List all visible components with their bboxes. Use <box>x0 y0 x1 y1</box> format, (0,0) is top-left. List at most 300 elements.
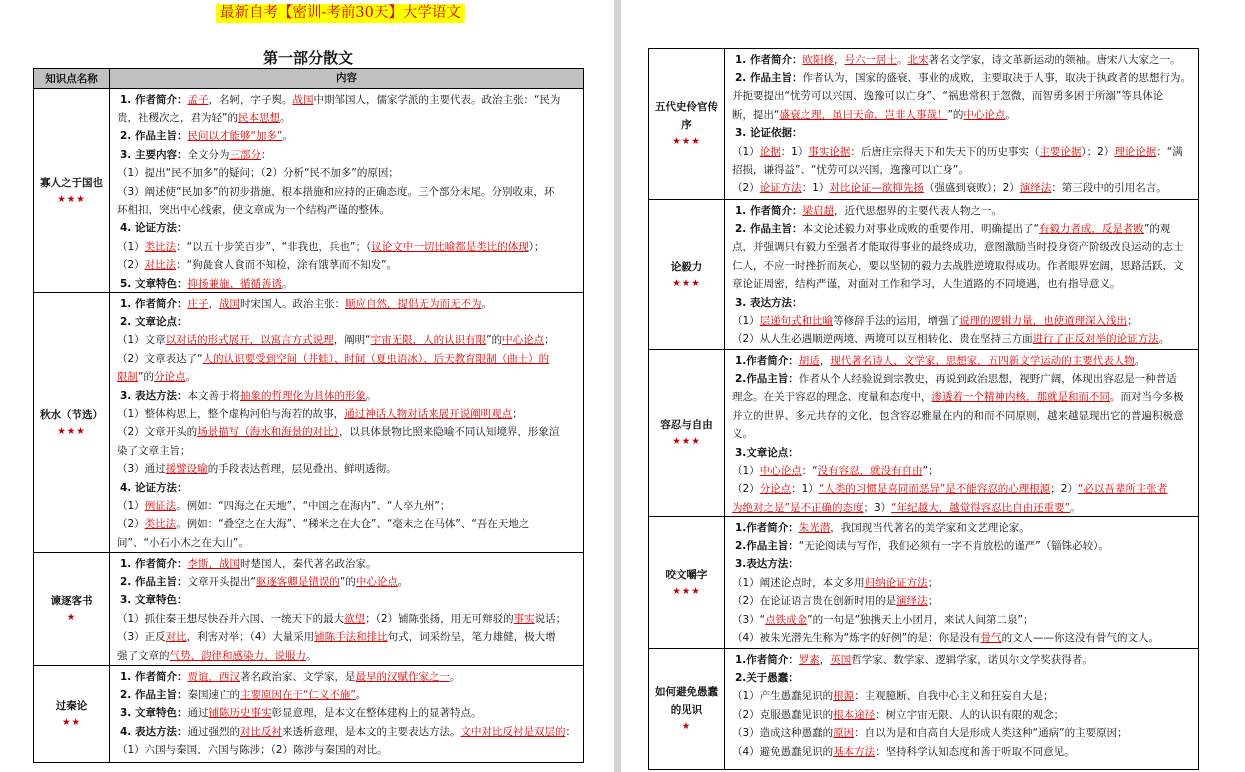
text-segment: ； <box>927 595 939 608</box>
text-segment: 来透析意理，是本文的主要表达方法。 <box>281 725 461 738</box>
knowledge-table-left <box>33 68 584 763</box>
key-term: 朱光潜 <box>798 521 831 534</box>
key-term: 战国 <box>292 93 314 106</box>
topic-name: 谏逐客书 <box>50 595 93 607</box>
text-segment: ：第三段中的引用名言。 <box>1051 182 1167 195</box>
topic-cell <box>34 293 110 552</box>
text-segment: ”的 <box>138 371 154 384</box>
topic-content <box>725 49 1198 199</box>
content-line <box>732 743 1198 761</box>
item-label: 1. 作者简介： <box>735 53 803 66</box>
key-term: 抽象的哲理化为具体的形象 <box>239 389 366 402</box>
item-label: 2. 作品主旨： <box>120 130 188 143</box>
knowledge-row <box>649 349 1198 516</box>
right-page <box>621 0 1245 772</box>
key-term: “年纪越大，越觉得容忍比自由还重要” <box>891 501 1071 514</box>
key-term: 演绎法 <box>896 595 928 608</box>
topic-cell <box>34 666 110 762</box>
text-segment: 并扼要提出“忧劳可以兴国、逸豫可以亡身”、“祸患常积于忽微，而智勇多困于所溺”等具体论 <box>732 90 1164 103</box>
key-term: 场景描写（海水和海景的对比） <box>197 426 339 439</box>
item-label: 1. 作者简介： <box>120 557 188 570</box>
content-line <box>732 629 1198 647</box>
text-segment: 。 <box>281 277 293 290</box>
content-line <box>732 257 1198 275</box>
content-line <box>732 370 1198 388</box>
key-term: 论据 <box>759 145 781 158</box>
text-segment: （2）文章表达了“ <box>117 352 203 365</box>
text-segment: 的文人——你这没有骨气的文人。 <box>1001 631 1160 644</box>
text-segment: ：坚持科学认知态度和善于听取不同意见。 <box>875 745 1075 758</box>
key-term: 文中对比反衬是双层的 <box>460 725 566 738</box>
text-segment: 并立的世界、多元共存的文化，包含容忍雅量在内的和而不同原则，越来越显现出它的普遍积极意 <box>732 409 1184 422</box>
key-term: 贾谊，西汉 <box>187 670 240 683</box>
text-segment: ：1） <box>791 483 819 496</box>
key-term: 分论点 <box>153 371 186 384</box>
content-line <box>732 275 1198 293</box>
text-segment: 招损，谦得益”、“忧劳可以兴国，逸豫可以亡身”。 <box>732 163 969 176</box>
content-line <box>732 202 1198 220</box>
header-topic-name: 知识点名称 <box>34 69 110 88</box>
topic-name: 寡人之于国也 <box>40 176 103 189</box>
topic-cell <box>649 649 725 769</box>
content-line <box>117 295 583 313</box>
topic-name: 咬文嚼字 <box>665 568 708 581</box>
item-label: 2.作品主旨： <box>735 539 799 552</box>
content-line <box>732 724 1198 742</box>
topic-content <box>110 553 583 665</box>
topic-cell <box>649 49 725 199</box>
content-line <box>117 350 583 368</box>
item-label: 3. 文章特色： <box>120 707 188 720</box>
key-term: 英国 <box>830 653 852 666</box>
text-segment: 。 <box>1158 333 1170 346</box>
topic-name: 论毅力 <box>670 260 703 273</box>
content-line <box>117 183 583 201</box>
content-line <box>117 405 583 423</box>
topic-name: 如何避免愚蠢的见识 <box>655 686 718 716</box>
item-label: 1.作者简介： <box>735 354 799 367</box>
item-label: 1. 作者简介： <box>120 297 188 310</box>
key-term: 人的认识要受到空间（井蛙）、时间（夏虫语冰）、后天教育限制（曲士）的 <box>202 352 550 365</box>
text-segment: （1） <box>732 464 760 477</box>
text-segment: 。 <box>306 649 317 662</box>
text-segment: （2）文章开头的 <box>117 426 198 439</box>
text-segment: （1）整体构思上，整个虚构河伯与海若的故事， <box>117 407 345 420</box>
content-line <box>732 106 1198 124</box>
text-segment: ： <box>260 148 272 161</box>
topic-content <box>725 200 1198 349</box>
key-term: 欧阳修 <box>802 53 834 66</box>
content-line <box>732 574 1198 592</box>
text-segment: “无论阅读与写作，我们必须有一字不肯放松的谨严”（锱铢必较）。 <box>798 539 1109 552</box>
item-label: 5. 文章特色： <box>120 277 188 290</box>
content-line <box>117 686 583 704</box>
content-line <box>117 127 583 145</box>
key-term: 罗素 <box>798 653 820 666</box>
text-segment: 文章开头提出“ <box>187 575 256 588</box>
text-segment: ：“ <box>801 464 818 477</box>
text-segment: 通过 <box>187 707 209 720</box>
key-term: 主要论据 <box>1039 145 1082 158</box>
key-term: 点铁成金 <box>765 613 808 626</box>
content-line <box>732 706 1198 724</box>
key-term: 主要原因在于“仁义不施” <box>239 688 356 701</box>
key-term: 对比论证—欲抑先扬 <box>829 182 924 195</box>
text-segment: ， <box>208 297 219 310</box>
content-line <box>732 330 1198 348</box>
text-segment: 作者认为，国家的盛衰、事业的成败，主要取决于人事，取决于执政者的思想行为。 <box>802 71 1191 84</box>
text-segment: ， <box>819 653 831 666</box>
text-segment: 彰显意理，是本文在整体建构上的显著特点。 <box>271 707 482 720</box>
document-title: 最新自考【密训-考前30天】大学语文 <box>216 4 465 23</box>
text-segment: ； <box>1127 314 1138 327</box>
table-header-row <box>34 69 583 88</box>
text-segment: （1）抓住秦王想尽快吞并六国、一统天下的最大 <box>117 612 345 625</box>
item-label: 3. 主要内容： <box>120 148 188 161</box>
key-term: 对比 <box>165 631 187 644</box>
text-segment: ， <box>819 354 831 367</box>
knowledge-row <box>34 292 583 552</box>
text-segment: ：主观臆断、自我中心主义和狂妄自大是； <box>854 690 1054 703</box>
key-term: 事实论据 <box>808 145 851 158</box>
key-term: 现代著名诗人、文学家、思想家，五四新文学运动的主要代表人物 <box>830 354 1135 367</box>
content-line <box>732 143 1198 161</box>
item-label: 2. 作品主旨： <box>120 575 188 588</box>
text-segment: 仁人，不应一时挫折而灰心，要以坚韧的毅力去战胜逆境取得成功。作者眼界宏阔，思路活跃，文 <box>732 259 1184 272</box>
key-term: 顺应自然，提倡无为而无不为 <box>344 297 482 310</box>
content-line <box>732 179 1198 197</box>
text-segment: 。而对当今多极 <box>1110 391 1184 404</box>
topic-content <box>110 666 583 762</box>
topic-cell <box>649 517 725 648</box>
content-line <box>732 312 1198 330</box>
key-term: 中心论点 <box>963 108 1006 121</box>
text-segment: ， <box>833 53 845 66</box>
content-line <box>117 164 583 182</box>
content-line <box>117 146 583 164</box>
content-line <box>732 444 1198 462</box>
text-segment: （1） <box>732 145 760 158</box>
content-line <box>732 388 1198 406</box>
key-term: 民本思想 <box>237 111 280 124</box>
content-line <box>117 460 583 478</box>
text-segment: ”的 <box>947 108 964 121</box>
key-term: 归纳论证方法 <box>864 576 928 589</box>
item-label: 1.作者简介： <box>735 653 799 666</box>
text-segment: 本文善于将 <box>187 389 240 402</box>
importance-stars: ★★★ <box>672 436 701 447</box>
content-line <box>732 555 1198 573</box>
key-term: “人类的习惯是喜同而恶异”是不能容忍的心理根源 <box>818 483 1051 496</box>
content-line <box>117 515 583 533</box>
content-line <box>117 238 583 256</box>
text-segment: ；3） <box>863 501 892 514</box>
topic-content <box>725 350 1198 516</box>
text-segment: 。 <box>896 53 908 66</box>
key-term: “必以吾辈所主张者 <box>1077 483 1168 496</box>
content-line <box>732 87 1198 105</box>
topic-content <box>110 89 583 292</box>
text-segment: 的手段表达哲理，层见叠出、鲜明透彻。 <box>207 463 397 476</box>
content-line <box>732 537 1198 555</box>
item-label: 2.关于愚蠢： <box>735 671 799 684</box>
content-line <box>117 534 583 552</box>
key-term: 为绝对之是”是不正确的态度 <box>732 501 864 514</box>
key-term: 庄子 <box>187 297 209 310</box>
key-term: 宇宙无限，人的认识有限 <box>370 334 487 347</box>
content-line <box>117 647 583 665</box>
text-segment: ：后唐庄宗得天下和失天下的历史事实（ <box>850 145 1040 158</box>
content-line <box>117 201 583 219</box>
text-segment: ）； <box>528 240 545 253</box>
text-segment: 。 <box>1134 354 1146 367</box>
item-label: 2. 作品主旨： <box>735 71 803 84</box>
text-segment: 贵，社稷次之，君为轻”的 <box>117 111 238 124</box>
key-term: 援譬设喻 <box>165 463 208 476</box>
content-line <box>117 91 583 109</box>
text-segment: （1） <box>117 240 145 253</box>
text-segment: ，利害对举；（4）大量采用 <box>186 631 315 644</box>
key-term: 进行了正反对举的论证方法 <box>1032 333 1159 346</box>
item-label: 1. 作者简介： <box>120 93 188 106</box>
text-segment: 间”、“小石小木之在大山”。 <box>117 536 249 549</box>
text-segment: 。例如：“叠空之在大海”、“稊米之在大仓”、“毫末之在马体”、“吾在天地之 <box>176 518 530 531</box>
content-line <box>117 219 583 237</box>
content-line <box>117 368 583 386</box>
item-label: 3. 表达方法： <box>735 296 803 309</box>
text-segment: ；2） <box>1050 483 1078 496</box>
text-segment: 染了文章主旨； <box>117 444 191 457</box>
item-label: 4. 论证方法： <box>120 481 188 494</box>
content-line <box>117 741 583 759</box>
text-segment: 章论证周密，结构严谨，对面对工作和学习，人生道路的不同境遇，也有指导意义。 <box>732 278 1121 291</box>
text-segment: ，我国现当代著名的美学家和文艺理论家。 <box>830 521 1030 534</box>
knowledge-row <box>649 49 1198 199</box>
content-line <box>732 519 1198 537</box>
text-segment: （1） <box>732 314 760 327</box>
text-segment: 著名政治家、文学家，是 <box>239 670 356 683</box>
text-segment: 。 <box>282 130 293 143</box>
text-segment: 理念。在关于容忍的理念、度量和态度中， <box>732 391 932 404</box>
text-segment: 。 <box>355 688 367 701</box>
text-segment: 。 <box>185 371 196 384</box>
content-line <box>732 238 1198 256</box>
text-segment: （1）六国与秦国、六国与陈涉；（2）陈涉与秦国的对比。 <box>117 744 388 757</box>
content-line <box>117 256 583 274</box>
key-term: 例证法 <box>144 499 177 512</box>
key-term: 说理的逻辑力量，也使道理深入浅出 <box>959 314 1128 327</box>
text-segment: ”的一句是“独携天上小团月，来试人间第二泉”； <box>807 613 1034 626</box>
knowledge-row <box>34 88 583 292</box>
text-segment: 。 <box>481 297 492 310</box>
content-line <box>732 407 1198 425</box>
importance-stars: ★★★ <box>672 277 701 289</box>
key-term: 类比法 <box>144 240 177 253</box>
topic-cell <box>649 350 725 516</box>
key-term: 限制 <box>117 371 138 384</box>
topic-content <box>725 517 1198 648</box>
key-term: 原因 <box>833 727 855 740</box>
key-term: 铺陈手法和排比 <box>314 631 388 644</box>
content-line <box>732 161 1198 179</box>
importance-stars: ★★★ <box>57 425 86 437</box>
content-line <box>117 555 583 573</box>
key-term: 北宋 <box>907 53 929 66</box>
content-line <box>117 628 583 646</box>
topic-content <box>110 293 583 552</box>
item-label: 1. 作者简介： <box>735 204 803 217</box>
content-line <box>732 294 1198 312</box>
text-segment: 环相扣，突出中心线索，使文章成为一个结构严谨的整体。 <box>117 203 390 216</box>
content-line <box>732 462 1198 480</box>
text-segment: （强盛到衰败）；2） <box>923 182 1020 195</box>
text-segment: 时楚国人，秦代著名政治家。 <box>239 557 377 570</box>
text-segment: 全文分为 <box>187 148 230 161</box>
content-line <box>117 423 583 441</box>
content-line <box>117 109 583 127</box>
text-segment: （4）被朱光潜先生称为“炼字的好例”的是：你是没有 <box>732 631 981 644</box>
text-segment: ； <box>544 334 555 347</box>
text-segment: （2） <box>732 182 760 195</box>
content-line <box>117 479 583 497</box>
key-term: 论证方法 <box>759 182 802 195</box>
text-segment: 。 <box>279 111 291 124</box>
key-term: 类比法 <box>144 518 177 531</box>
content-line <box>117 387 583 405</box>
text-segment: 。 <box>365 389 377 402</box>
text-segment: 句式，词采纷呈，笔力雄健，极大增 <box>387 631 556 644</box>
key-term: 演绎法 <box>1019 182 1052 195</box>
content-line <box>732 124 1198 142</box>
key-term: 分论点 <box>759 483 792 496</box>
item-label: 3. 文章特色： <box>120 594 188 607</box>
knowledge-table-right <box>648 48 1199 770</box>
text-segment: （1）提出“民不加多”的疑问；（2）分析“民不加多”的原因； <box>117 167 399 180</box>
content-line <box>732 425 1198 443</box>
item-label: 2. 作品主旨： <box>735 222 803 235</box>
text-segment: ：1） <box>801 182 830 195</box>
content-line <box>732 669 1198 687</box>
text-segment: ”的观 <box>1143 222 1171 235</box>
content-line <box>732 499 1198 516</box>
key-term: 事实 <box>513 612 535 625</box>
text-segment: ：“以五十步笑百步”、“非我也，兵也”；（ <box>176 240 372 253</box>
text-segment: 说话； <box>534 612 567 625</box>
content-line <box>117 497 583 515</box>
text-segment: （3）正反 <box>117 631 166 644</box>
content-line <box>117 591 583 609</box>
content-line <box>117 723 583 741</box>
key-term: 中心论点 <box>502 334 545 347</box>
text-segment: ：“狗彘食人食而不知检，涂有饿莩而不知发”。 <box>176 259 398 272</box>
knowledge-row <box>34 665 583 762</box>
text-segment: ，阐明“ <box>333 334 371 347</box>
text-segment: 。 <box>397 575 409 588</box>
key-term: 通过神话人物对话来展开说阐明观点 <box>344 407 513 420</box>
text-segment: ：树立宇宙无限、人的认识有限的观念； <box>875 708 1065 721</box>
text-segment: ，名轲，字子舆。 <box>208 93 293 106</box>
key-term: 中心论点 <box>759 464 802 477</box>
importance-stars: ★★ <box>61 717 82 728</box>
item-label: 2. 作品主旨： <box>120 688 188 701</box>
topic-name: 五代史伶官传序 <box>655 101 718 131</box>
text-segment: （2） <box>732 483 760 496</box>
key-term: 层递句式和比喻 <box>759 314 834 327</box>
key-term: 渗透着一个精神内核，那就是和而不同 <box>931 391 1110 404</box>
key-term: 铺陈历史事实 <box>208 707 272 720</box>
key-term: 中心论点 <box>355 575 398 588</box>
text-segment: 著名文学家，诗文革新运动的领袖。唐宋八大家之一。 <box>928 53 1181 66</box>
text-segment: 秦国速亡的 <box>187 688 240 701</box>
text-segment: ： <box>565 725 576 738</box>
content-line <box>117 668 583 686</box>
text-segment: ，近代思想界的主要代表人物之一。 <box>833 204 1002 217</box>
key-term: 骨气 <box>980 631 1002 644</box>
text-segment: （1）阐述论点时，本文多用 <box>732 576 865 589</box>
topic-cell <box>34 89 110 292</box>
content-line <box>117 313 583 331</box>
text-segment: 断，提出“ <box>732 108 780 121</box>
item-label: 1. 作者简介： <box>120 670 188 683</box>
text-segment: （1） <box>117 499 145 512</box>
text-segment: ，以具体景物比照来隐喻不同认知境界，形象渲 <box>338 426 560 439</box>
key-term: 以对话的形式展开，以寓言方式说理 <box>165 334 334 347</box>
key-term: 号六一居士 <box>844 53 897 66</box>
text-segment: （3）造成这种愚蠢的 <box>732 727 834 740</box>
text-segment: 点，并强调只有毅力至强者才能取得事业的最终成功，意图激励当时投身资产阶级改良运动的志士 <box>732 241 1184 254</box>
knowledge-row <box>649 516 1198 648</box>
text-segment: 本文论述毅力对事业成败的重要作用，明确提出了“ <box>802 222 1039 235</box>
text-segment: （4）避免愚蠢见识的 <box>732 745 834 758</box>
item-label: 1.作者简介： <box>735 521 799 534</box>
text-segment: ”的 <box>339 575 356 588</box>
importance-stars: ★ <box>681 721 692 732</box>
knowledge-row <box>649 199 1198 349</box>
key-term: 气势、韵律和感染力、说服力 <box>169 649 306 662</box>
left-page <box>0 0 614 772</box>
content-line <box>117 573 583 591</box>
topic-cell <box>34 553 110 665</box>
content-line <box>732 651 1198 669</box>
key-term: 议论文中一切比喻都是类比的体现 <box>371 240 529 253</box>
key-term: 战国 <box>218 297 240 310</box>
text-segment: 等修辞手法的运用，增强了 <box>833 314 960 327</box>
text-segment: 。 <box>1070 501 1081 514</box>
key-term: 对比反衬 <box>239 725 282 738</box>
key-term: 根本途径 <box>833 708 876 721</box>
text-segment: 强了文章的 <box>117 649 170 662</box>
item-label: 2. 文章论点： <box>120 315 188 328</box>
knowledge-row <box>649 648 1198 769</box>
key-term: 有毅力者成，反是者败 <box>1038 222 1144 235</box>
importance-stars: ★★★ <box>672 585 701 597</box>
importance-stars: ★ <box>66 612 77 623</box>
content-line <box>117 610 583 628</box>
key-term: 驱逐客卿是错误的 <box>255 575 340 588</box>
text-segment: （3）“ <box>732 613 766 626</box>
key-term: 胡适 <box>798 354 820 367</box>
key-term: 孟子 <box>187 93 209 106</box>
key-term: 民问以才能够“加多” <box>187 130 283 143</box>
content-line <box>117 704 583 722</box>
content-line <box>117 442 583 460</box>
key-term: 没有容忍，就没有自由 <box>817 464 923 477</box>
key-term: 三部分 <box>229 148 261 161</box>
text-segment: 。例如：“四海之在天地”、“中国之在海内”、“人卒九州”； <box>176 499 451 512</box>
importance-stars: ★★★ <box>672 136 701 147</box>
text-segment: （2） <box>117 259 145 272</box>
text-segment: ：“满 <box>1156 145 1183 158</box>
